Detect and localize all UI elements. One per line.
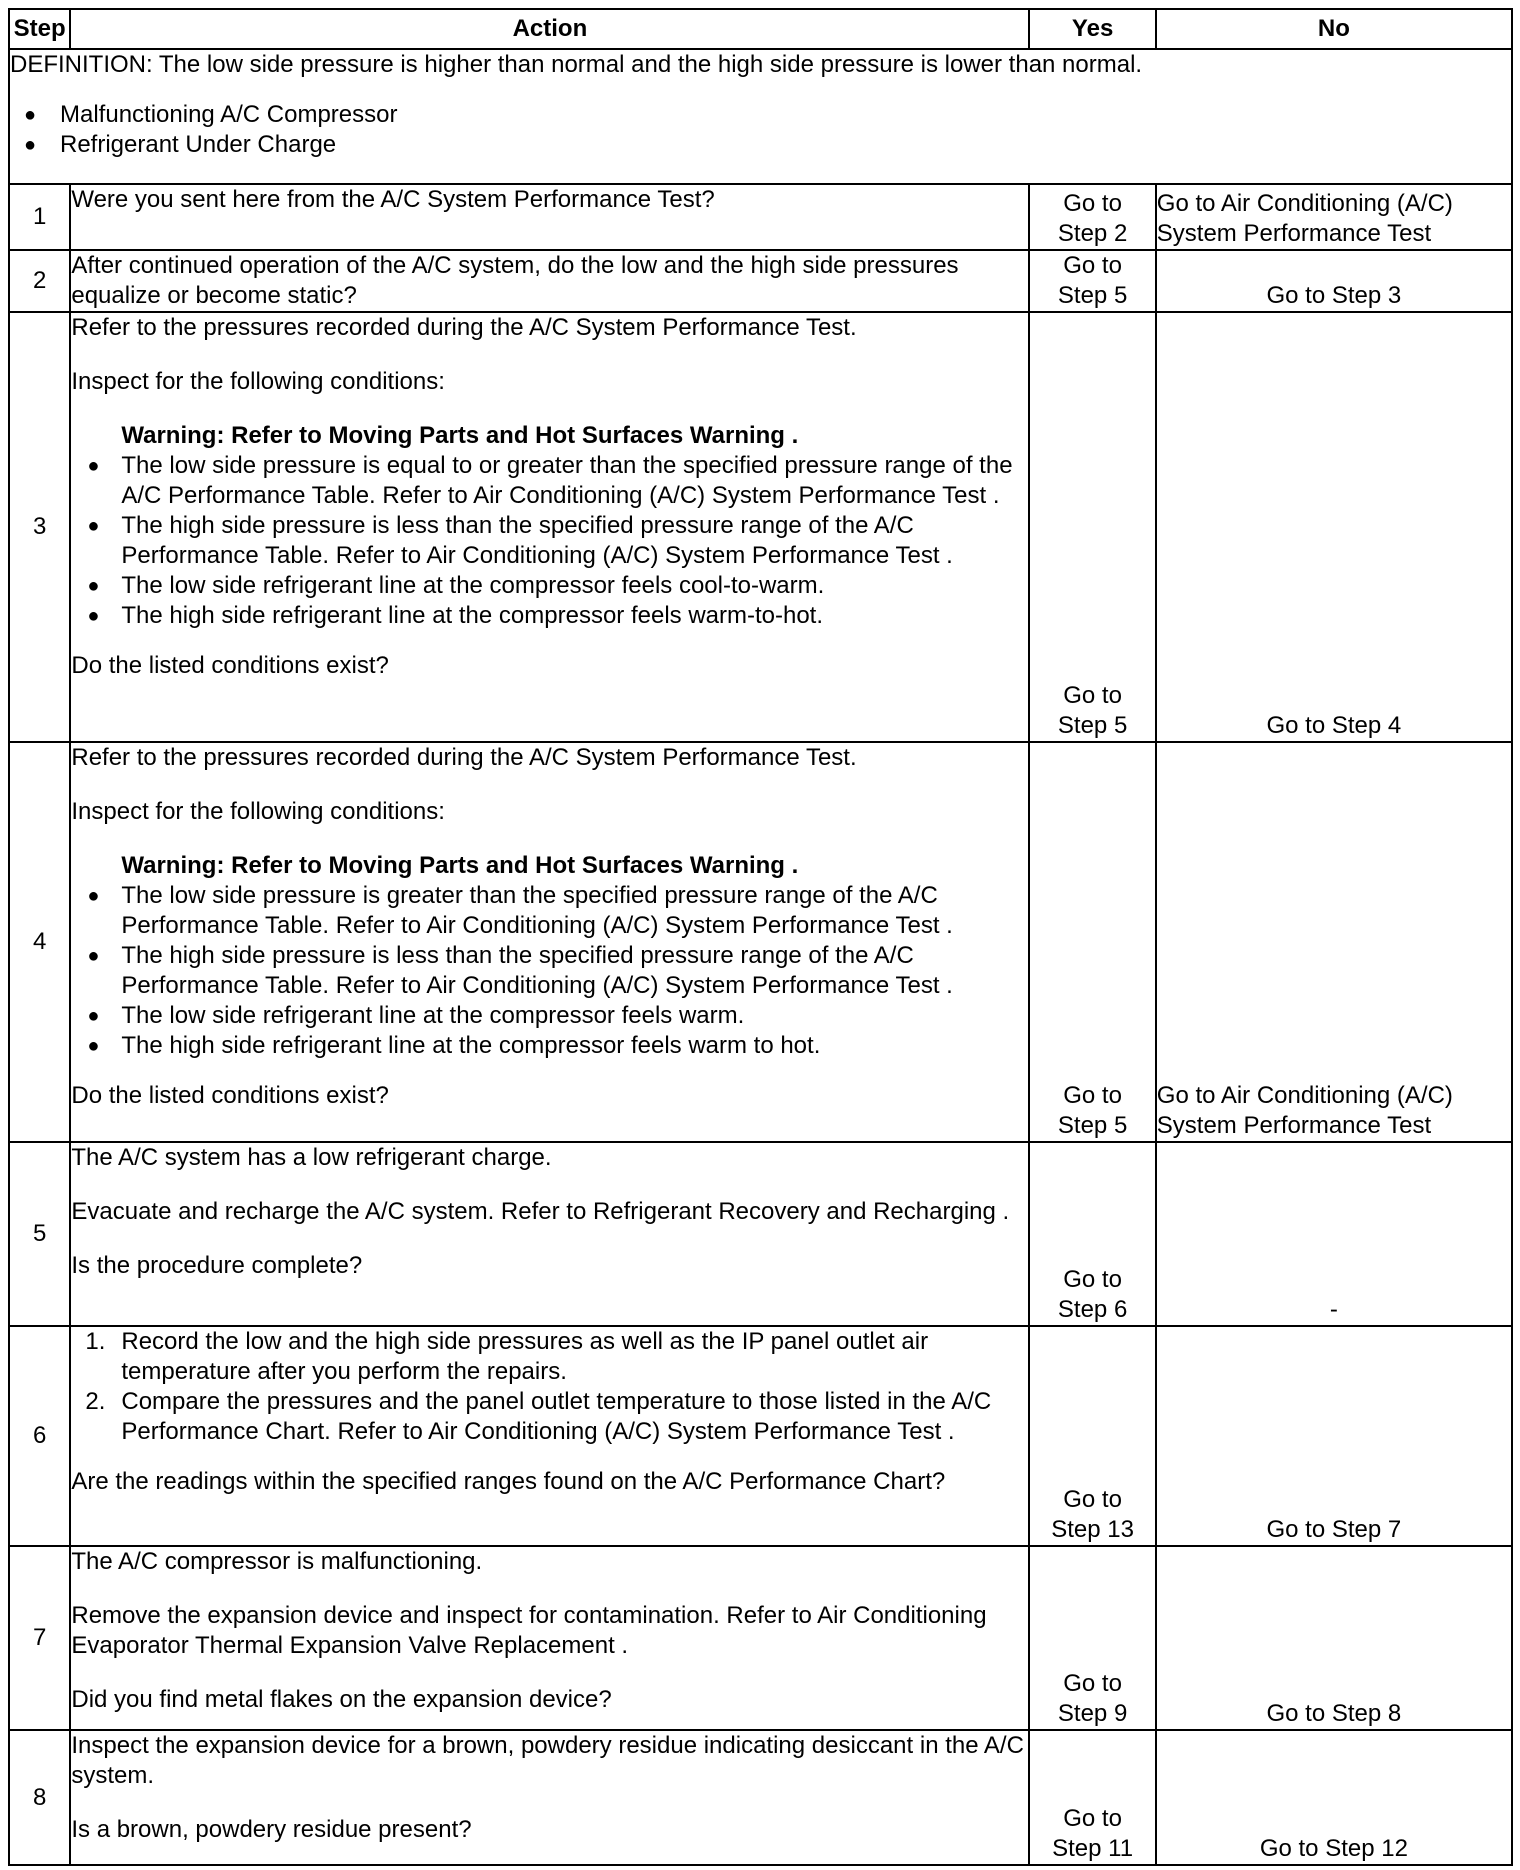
intro-text: Refer to the pressures recorded during the A/C System Performance Test. [71, 314, 857, 341]
yes-link[interactable]: Step 9 [1057, 1700, 1128, 1727]
table-row-step-1 [9, 184, 1512, 250]
question: Do the listed conditions exist? [71, 652, 389, 679]
intro-text: Refer to the pressures recorded during the A/C System Performance Test. [71, 744, 857, 771]
no-link[interactable]: Go to Step 8 [1266, 1700, 1402, 1727]
yes-cell [1029, 184, 1155, 250]
condition-item: ● The high side pressure is less than the specified pressure range of the A/C Performance Table. Refer to Air Conditioning (A/C) System Performance Test . [71, 511, 1028, 571]
question: After continued operation of the A/C system, do the low and the high side pressures equalize or become static? [71, 252, 959, 309]
condition-item: ● The low side refrigerant line at the compressor feels cool-to-warm. [71, 571, 1028, 601]
yes-link[interactable]: Step 2 [1057, 220, 1128, 247]
yes-cell [1029, 1546, 1155, 1730]
procedure-item [71, 1327, 1028, 1387]
condition-item: ● The low side pressure is greater than the specified pressure range of the A/C Performance Table. Refer to Air Conditioning (A/C) System Performance Test . [71, 881, 1028, 941]
yes-link[interactable]: Go to [1063, 1266, 1122, 1293]
no-cell [1156, 1730, 1512, 1865]
intro-text: Inspect the expansion device for a brown, powdery residue indicating desiccant in the A/C system. [71, 1732, 1024, 1789]
action-cell [70, 250, 1029, 312]
action-cell [70, 184, 1029, 250]
no-link[interactable]: System Performance Test [1156, 220, 1432, 247]
condition-item: ● The high side refrigerant line at the compressor feels warm-to-hot. [71, 601, 1028, 631]
no-cell [1156, 742, 1512, 1142]
definition-row [9, 49, 1512, 184]
intro-text: The A/C compressor is malfunctioning. [71, 1548, 483, 1575]
no-value: - [1329, 1296, 1338, 1323]
step-number: 2 [9, 250, 70, 312]
cause-item: ● Malfunctioning A/C Compressor [10, 100, 1511, 130]
yes-cell [1029, 250, 1155, 312]
yes-link[interactable]: Go to [1063, 190, 1122, 217]
condition-item: ● The low side pressure is equal to or greater than the specified pressure range of the A/C Performance Table. Refer to Air Conditioning (A/C) System Performance Test . [71, 451, 1028, 511]
step-number: 4 [9, 742, 70, 1142]
step-number: 3 [9, 312, 70, 742]
no-cell [1156, 1326, 1512, 1546]
condition-list [71, 451, 1028, 631]
question: Is the procedure complete? [71, 1252, 363, 1279]
intro-text: The A/C system has a low refrigerant charge. [71, 1144, 552, 1171]
no-link[interactable]: Go to Step 12 [1259, 1835, 1408, 1862]
table-row-step-4 [9, 742, 1512, 1142]
no-link[interactable]: Go to Step 7 [1266, 1516, 1402, 1543]
definition-text: DEFINITION: The low side pressure is higher than normal and the high side pressure is lower than normal. [10, 51, 1143, 78]
inspect-text: Inspect for the following conditions: [71, 368, 445, 395]
table-row-step-8 [9, 1730, 1512, 1865]
yes-cell [1029, 742, 1155, 1142]
no-cell [1156, 250, 1512, 312]
table-row-step-6 [9, 1326, 1512, 1546]
no-cell [1156, 312, 1512, 742]
table-row-step-7 [9, 1546, 1512, 1730]
action-cell [70, 1142, 1029, 1326]
yes-link[interactable]: Go to [1063, 1486, 1122, 1513]
yes-link[interactable]: Go to [1063, 1670, 1122, 1697]
no-link[interactable]: Go to Step 3 [1266, 282, 1402, 309]
header-action: Action [70, 9, 1029, 49]
yes-link[interactable]: Step 11 [1052, 1835, 1134, 1862]
body-text: Evacuate and recharge the A/C system. Refer to Refrigerant Recovery and Recharging . [71, 1198, 1010, 1225]
procedure-text: Record the low and the high side pressures as well as the IP panel outlet air temperature after you perform the repairs. [121, 1328, 929, 1385]
procedure-item [71, 1387, 1028, 1447]
no-link[interactable]: Go to Air Conditioning (A/C) [1156, 190, 1453, 217]
action-cell [70, 312, 1029, 742]
procedure-number: 2. [85, 1388, 106, 1415]
yes-link[interactable]: Step 5 [1057, 712, 1128, 739]
table-row-step-3 [9, 312, 1512, 742]
table-row-step-5 [9, 1142, 1512, 1326]
step-number: 5 [9, 1142, 70, 1326]
condition-item: ● The low side refrigerant line at the compressor feels warm. [71, 1001, 1028, 1031]
action-cell [70, 742, 1029, 1142]
definition-cell [9, 49, 1512, 184]
warning-text[interactable]: Warning: Refer to Moving Parts and Hot Surfaces Warning . [121, 422, 799, 449]
action-cell [70, 1546, 1029, 1730]
diagnostic-table [8, 8, 1513, 1866]
header-yes: Yes [1029, 9, 1155, 49]
table-row-step-2 [9, 250, 1512, 312]
step-number: 7 [9, 1546, 70, 1730]
condition-item: ● The high side pressure is less than the specified pressure range of the A/C Performance Table. Refer to Air Conditioning (A/C) System Performance Test . [71, 941, 1028, 1001]
warning-text[interactable]: Warning: Refer to Moving Parts and Hot Surfaces Warning . [121, 852, 799, 879]
question: Is a brown, powdery residue present? [71, 1816, 472, 1843]
definition-causes [10, 100, 1511, 160]
procedure-text: Compare the pressures and the panel outlet temperature to those listed in the A/C Performance Chart. Refer to Air Conditioning (A/C) System Performance Test . [121, 1388, 992, 1445]
yes-cell [1029, 1730, 1155, 1865]
condition-list [71, 881, 1028, 1061]
inspect-text: Inspect for the following conditions: [71, 798, 445, 825]
no-cell [1156, 1142, 1512, 1326]
yes-link[interactable]: Go to [1063, 682, 1122, 709]
question: Were you sent here from the A/C System Performance Test? [71, 186, 715, 213]
action-cell [70, 1326, 1029, 1546]
no-cell [1156, 1546, 1512, 1730]
step-number: 1 [9, 184, 70, 250]
yes-cell [1029, 312, 1155, 742]
no-link[interactable]: Go to Step 4 [1266, 712, 1402, 739]
action-cell [70, 1730, 1029, 1865]
procedure-list [71, 1327, 1028, 1447]
question: Did you find metal flakes on the expansion device? [71, 1686, 612, 1713]
condition-item: ● The high side refrigerant line at the compressor feels warm to hot. [71, 1031, 1028, 1061]
yes-cell [1029, 1142, 1155, 1326]
yes-link[interactable]: Step 5 [1057, 282, 1128, 309]
question: Do the listed conditions exist? [71, 1082, 389, 1109]
header-row [9, 9, 1512, 49]
no-cell [1156, 184, 1512, 250]
no-link[interactable]: System Performance Test [1156, 1112, 1432, 1139]
yes-link[interactable]: Step 13 [1051, 1516, 1134, 1543]
question: Are the readings within the specified ranges found on the A/C Performance Chart? [71, 1468, 946, 1495]
yes-link[interactable]: Go to [1063, 252, 1122, 279]
no-link[interactable]: Go to Air Conditioning (A/C) [1156, 1082, 1453, 1109]
procedure-number: 1. [85, 1328, 106, 1355]
body-text: Remove the expansion device and inspect for contamination. Refer to Air Conditioning Evaporator Thermal Expansion Valve Replacement . [71, 1602, 987, 1659]
yes-link[interactable]: Go to [1063, 1805, 1122, 1832]
step-number: 6 [9, 1326, 70, 1546]
yes-link[interactable]: Go to [1063, 1082, 1122, 1109]
yes-link[interactable]: Step 6 [1057, 1296, 1128, 1323]
cause-item: ● Refrigerant Under Charge [10, 130, 1511, 160]
yes-cell [1029, 1326, 1155, 1546]
header-no: No [1156, 9, 1512, 49]
yes-link[interactable]: Step 5 [1057, 1112, 1128, 1139]
step-number: 8 [9, 1730, 70, 1865]
header-step: Step [9, 9, 70, 49]
